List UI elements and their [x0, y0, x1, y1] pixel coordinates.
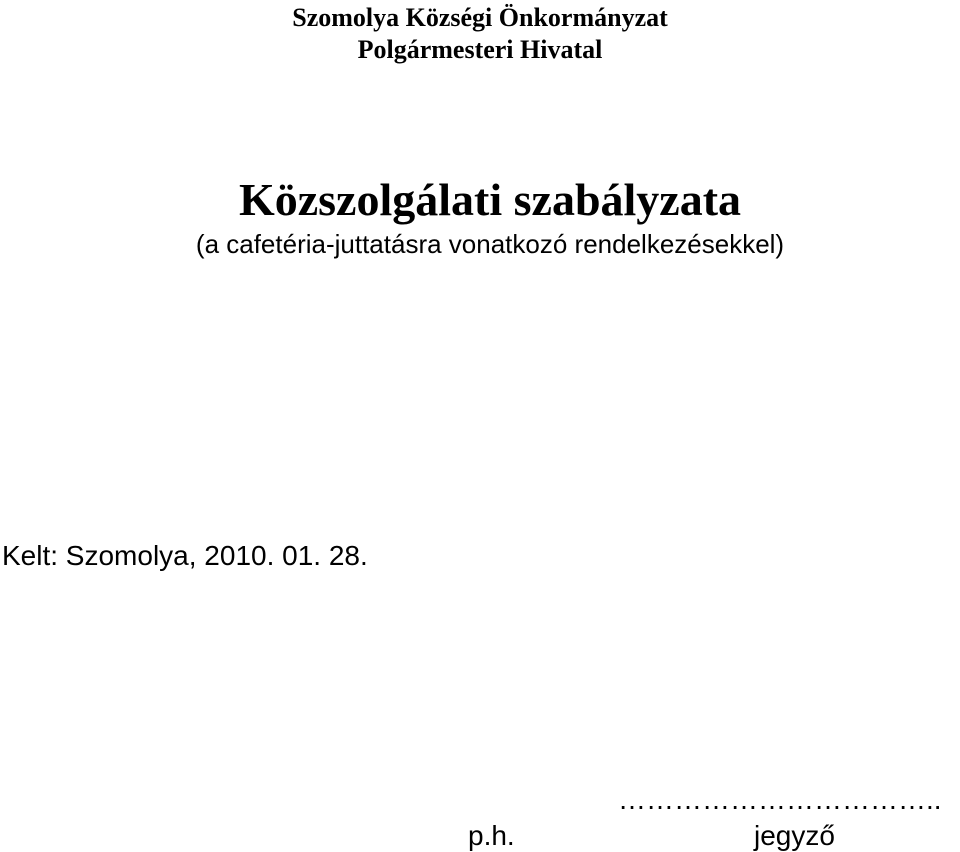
organization-name: Szomolya Községi Önkormányzat — [292, 3, 668, 32]
document-title: Közszolgálati szabályzata — [238, 174, 742, 225]
stamp-label: p.h. — [468, 820, 515, 851]
signer-role: jegyző — [754, 820, 835, 851]
document-subtitle: (a cafetéria-juttatásra vonatkozó rendelkezésekkel) — [195, 229, 785, 259]
signature-line: …………………………….. — [618, 784, 942, 815]
date-line: Kelt: Szomolya, 2010. 01. 28. — [2, 540, 368, 571]
office-name: Polgármesteri Hivatal — [357, 35, 603, 64]
